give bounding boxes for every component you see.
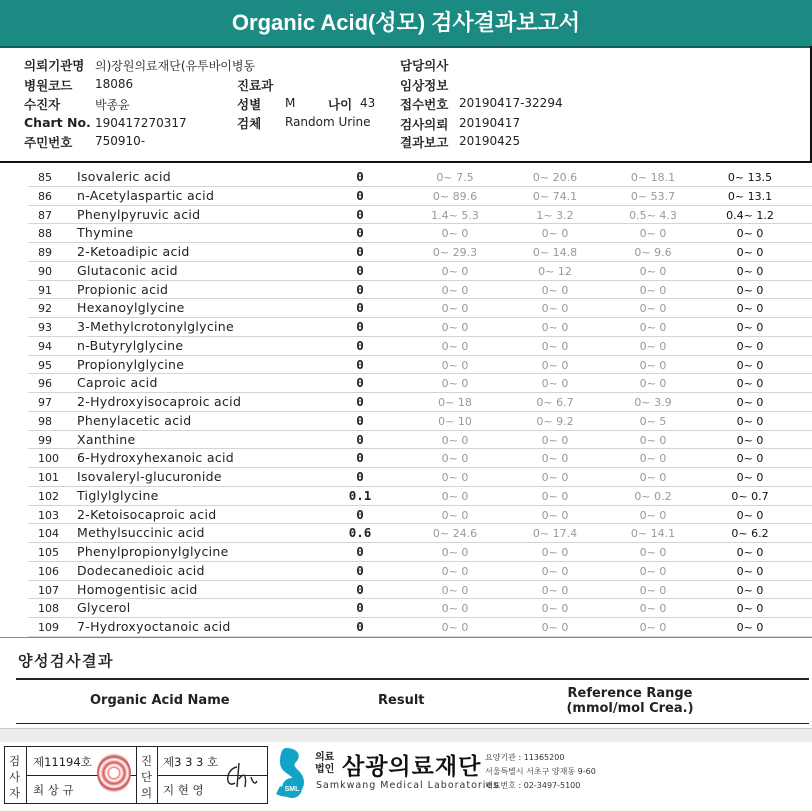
acid-name: 3-Methylcrotonylglycine: [77, 319, 235, 334]
reference-range-3: 0~ 0: [639, 621, 667, 634]
resident-label: 주민번호: [24, 135, 73, 150]
reference-range-2: 0~ 0: [541, 377, 569, 391]
reference-range-2: 0~ 0: [541, 358, 569, 372]
positive-col-range-2: (mmol/mol Crea.): [566, 701, 694, 716]
row-number: 101: [38, 471, 59, 484]
reference-range-4: 0~ 0: [736, 377, 764, 391]
reference-range-3: 0~ 0: [639, 546, 667, 559]
reference-range-2: 0~ 14.8: [532, 246, 578, 259]
table-row: [0, 187, 812, 206]
reference-range-2: 0~ 0: [541, 321, 569, 334]
request-value: 20190417: [459, 116, 521, 130]
logo-text: SML: [284, 786, 300, 793]
row-number: 97: [38, 396, 52, 409]
table-row: [0, 224, 812, 243]
reference-range-3: 0~ 5: [639, 414, 667, 428]
acid-name: Methylsuccinic acid: [77, 525, 205, 541]
manager-label-3: 의: [141, 786, 153, 800]
acid-name: Glutaconic acid: [77, 262, 178, 278]
row-number: 91: [38, 283, 52, 297]
row-number: 85: [38, 171, 52, 184]
reference-range-1: 0~ 0: [441, 564, 469, 578]
sex-label: 성별: [237, 97, 262, 112]
row-number: 107: [38, 583, 59, 597]
table-row: [0, 374, 812, 393]
reference-range-4: 0~ 0: [736, 302, 764, 316]
acid-name: Isovaleryl-glucuronide: [77, 469, 222, 484]
result-value: 0: [356, 375, 364, 391]
reference-range-4: 0~ 0: [736, 283, 764, 297]
hospital-code-label: 병원코드: [24, 78, 73, 93]
reference-range-3: 0~ 0: [639, 583, 667, 597]
acid-name: Caproic acid: [77, 375, 158, 391]
reference-range-3: 0~ 0: [639, 433, 667, 447]
row-number: 95: [38, 358, 52, 372]
result-value: 0: [356, 450, 364, 466]
organization-name-en: Samkwang Medical Laboratories: [316, 780, 500, 791]
reference-range-3: 0~ 53.7: [630, 189, 676, 203]
hospital-code-value: 18086: [95, 77, 134, 91]
inspector-label-1: 검: [9, 754, 21, 768]
reference-range-3: 0~ 0: [639, 302, 667, 316]
result-value: 0: [356, 431, 364, 447]
reference-range-2: 0~ 20.6: [532, 171, 578, 184]
acid-name: 2-Hydroxyisocaproic acid: [77, 394, 242, 409]
clinical-label: 임상정보: [400, 78, 449, 93]
reference-range-4: 0~ 6.2: [731, 527, 769, 541]
result-value: 0: [356, 412, 364, 428]
reference-range-3: 0~ 0: [639, 339, 667, 353]
table-row: [0, 262, 812, 281]
reference-range-4: 0~ 0: [736, 452, 764, 466]
table-row: [0, 599, 812, 618]
row-number: 94: [38, 339, 52, 353]
reference-range-3: 0~ 14.1: [630, 527, 676, 541]
result-value: 0: [356, 356, 364, 372]
result-value: 0.6: [348, 525, 372, 541]
acid-name: Hexanoylglycine: [77, 300, 185, 316]
acid-name: Xanthine: [77, 431, 136, 447]
row-number: 105: [38, 546, 59, 559]
row-number: 89: [38, 246, 52, 259]
reference-range-1: 0~ 0: [441, 227, 469, 241]
reference-range-1: 0~ 0: [441, 452, 469, 466]
result-value: 0: [356, 581, 364, 597]
positive-col-name: Organic Acid Name: [90, 693, 230, 708]
table-row: [0, 449, 812, 468]
reference-range-2: 1~ 3.2: [536, 208, 574, 222]
result-value: 0: [356, 281, 364, 297]
reference-range-4: 0~ 0: [736, 227, 764, 241]
positive-col-range-1: Reference Range: [567, 686, 693, 701]
official-seal-icon: [97, 753, 131, 793]
table-row: [0, 318, 812, 337]
row-number: 102: [38, 489, 59, 503]
reference-range-1: 0~ 0: [441, 602, 469, 616]
reference-range-2: 0~ 0: [541, 546, 569, 559]
chart-label: Chart No.: [24, 115, 91, 130]
row-number: 104: [38, 527, 59, 541]
reference-range-4: 0~ 0: [736, 621, 764, 634]
org-address: 서울특별시 서초구 양재동 9-60: [485, 767, 596, 776]
reference-range-1: 1.4~ 5.3: [431, 208, 479, 222]
table-row: [0, 281, 812, 300]
result-value: 0: [356, 319, 364, 334]
reference-range-1: 0~ 0: [441, 283, 469, 297]
result-value: 0: [356, 619, 364, 634]
row-number: 88: [38, 227, 52, 241]
acid-name: Dodecanedioic acid: [77, 562, 205, 578]
acid-name: Phenylpropionylglycine: [77, 544, 229, 559]
receipt-label: 접수번호: [400, 97, 449, 112]
reference-range-1: 0~ 0: [441, 264, 469, 278]
reference-range-4: 0~ 0: [736, 414, 764, 428]
reference-range-1: 0~ 7.5: [436, 171, 474, 184]
row-number: 87: [38, 208, 52, 222]
table-row: [0, 506, 812, 525]
reference-range-1: 0~ 0: [441, 433, 469, 447]
table-row: [0, 356, 812, 375]
manager-name: 지 현 영: [163, 783, 204, 797]
reference-range-2: 0~ 0: [541, 602, 569, 616]
reference-range-3: 0~ 0: [639, 508, 667, 522]
table-row: [0, 412, 812, 431]
examinee-value: 박종윤: [95, 98, 130, 112]
reference-range-4: 0~ 0: [736, 508, 764, 522]
manager-id: 제3 3 3 호: [163, 755, 219, 769]
reference-range-1: 0~ 0: [441, 321, 469, 334]
result-value: 0: [356, 244, 364, 259]
page-break-band: [0, 728, 812, 742]
manager-label-1: 진: [141, 754, 153, 768]
inspector-id: 제11194호: [33, 755, 92, 769]
reference-range-3: 0~ 0: [639, 377, 667, 391]
specimen-value: Random Urine: [285, 115, 371, 129]
result-value: 0: [356, 506, 364, 522]
inspector-label-3: 자: [9, 786, 21, 800]
row-number: 106: [38, 564, 59, 578]
report-date-value: 20190425: [459, 134, 521, 148]
row-number: 99: [38, 433, 52, 447]
acid-name: 2-Ketoisocaproic acid: [77, 506, 217, 522]
reference-range-1: 0~ 89.6: [432, 189, 478, 203]
reference-range-1: 0~ 29.3: [432, 246, 478, 259]
row-number: 93: [38, 321, 52, 334]
section-divider: [0, 637, 812, 638]
reference-range-2: 0~ 12: [538, 264, 572, 278]
reference-range-4: 0.4~ 1.2: [726, 208, 774, 222]
acid-name: Propionylglycine: [77, 356, 185, 372]
sex-value: M: [285, 96, 296, 110]
org-prefix-1: 의료: [315, 752, 335, 763]
reference-range-3: 0~ 0: [639, 264, 667, 278]
acid-name: Propionic acid: [77, 281, 169, 297]
signature-box: [4, 746, 268, 804]
reference-range-2: 0~ 9.2: [536, 414, 574, 428]
sign-divider-2: [136, 747, 137, 803]
row-number: 96: [38, 377, 52, 391]
reference-range-1: 0~ 0: [441, 302, 469, 316]
acid-name: n-Butyrylglycine: [77, 337, 184, 353]
reference-range-1: 0~ 0: [441, 358, 469, 372]
reference-range-2: 0~ 0: [541, 302, 569, 316]
reference-range-1: 0~ 10: [438, 414, 472, 428]
reference-range-4: 0~ 0: [736, 321, 764, 334]
chart-value: 190417270317: [95, 116, 187, 130]
result-value: 0: [356, 544, 364, 559]
reference-range-2: 0~ 6.7: [536, 396, 574, 409]
reference-range-4: 0~ 0.7: [731, 489, 769, 503]
row-number: 86: [38, 189, 52, 203]
org-prefix-2: 법인: [315, 764, 335, 775]
reference-range-4: 0~ 0: [736, 264, 764, 278]
acid-name: Thymine: [77, 225, 134, 241]
reference-range-1: 0~ 0: [441, 377, 469, 391]
handwritten-signature: [223, 759, 263, 795]
reference-range-3: 0~ 0: [639, 321, 667, 334]
reference-range-3: 0~ 0: [639, 227, 667, 241]
reference-range-3: 0~ 3.9: [634, 396, 672, 409]
reference-range-2: 0~ 0: [541, 227, 569, 241]
reference-range-3: 0.5~ 4.3: [629, 208, 677, 222]
acid-name: n-Acetylaspartic acid: [77, 187, 215, 203]
reference-range-3: 0~ 0: [639, 564, 667, 578]
reference-range-1: 0~ 0: [441, 583, 469, 597]
acid-name: Tiglylglycine: [77, 487, 159, 503]
result-value: 0: [356, 394, 364, 409]
row-number: 98: [38, 414, 52, 428]
reference-range-4: 0~ 0: [736, 471, 764, 484]
dept-label: 진료과: [237, 78, 274, 93]
inspector-name: 최 상 규: [33, 783, 74, 797]
reference-range-4: 0~ 0: [736, 339, 764, 353]
table-row: [0, 431, 812, 450]
reference-range-2: 0~ 0: [541, 508, 569, 522]
reference-range-4: 0~ 0: [736, 546, 764, 559]
table-row: [0, 618, 812, 637]
acid-name: Isovaleric acid: [77, 169, 171, 184]
positive-col-result: Result: [378, 693, 425, 708]
reference-range-4: 0~ 0: [736, 433, 764, 447]
result-value: 0: [356, 187, 364, 203]
reference-range-3: 0~ 9.6: [634, 246, 672, 259]
reference-range-2: 0~ 17.4: [532, 527, 578, 541]
reference-range-2: 0~ 0: [541, 433, 569, 447]
reference-range-4: 0~ 0: [736, 602, 764, 616]
organization-footer: [270, 746, 810, 806]
acid-name: 7-Hydroxyoctanoic acid: [77, 619, 231, 634]
table-row: [0, 468, 812, 487]
row-number: 103: [38, 508, 59, 522]
table-row: [0, 524, 812, 543]
reference-range-2: 0~ 0: [541, 283, 569, 297]
resident-value: 750910-: [95, 134, 146, 148]
org-phone: 대표번호 : 02-3497-5100: [485, 781, 581, 790]
table-row: [0, 393, 812, 412]
reference-range-4: 0~ 13.1: [727, 189, 773, 203]
org-code: 요양기관 : 11365200: [485, 753, 565, 762]
reference-range-1: 0~ 0: [441, 546, 469, 559]
reference-range-1: 0~ 24.6: [432, 527, 478, 541]
table-row: [0, 581, 812, 600]
table-row: [0, 487, 812, 506]
table-row: [0, 243, 812, 262]
acid-name: 6-Hydroxyhexanoic acid: [77, 450, 234, 466]
institution-value: 의)장원의료재단(유투바이병동: [95, 59, 256, 73]
examinee-label: 수진자: [24, 97, 61, 112]
sml-logo-icon: [272, 746, 312, 802]
row-number: 108: [38, 602, 59, 616]
reference-range-2: 0~ 0: [541, 489, 569, 503]
result-value: 0: [356, 225, 364, 241]
reference-range-3: 0~ 0: [639, 283, 667, 297]
table-row: [0, 168, 812, 187]
request-label: 검사의뢰: [400, 117, 449, 132]
reference-range-2: 0~ 0: [541, 621, 569, 634]
result-value: 0: [356, 337, 364, 353]
reference-range-2: 0~ 74.1: [532, 189, 578, 203]
row-number: 92: [38, 302, 52, 316]
row-number: 109: [38, 621, 59, 634]
reference-range-2: 0~ 0: [541, 564, 569, 578]
result-value: 0: [356, 600, 364, 616]
table-row: [0, 206, 812, 225]
acid-name: Phenylacetic acid: [77, 412, 192, 428]
reference-range-4: 0~ 0: [736, 396, 764, 409]
age-label: 나이: [328, 97, 353, 112]
result-value: 0: [356, 169, 364, 184]
positive-results-title: 양성검사결과: [18, 652, 114, 670]
reference-range-2: 0~ 0: [541, 452, 569, 466]
acid-name: 2-Ketoadipic acid: [77, 244, 190, 259]
row-number: 100: [38, 452, 59, 466]
report-title: Organic Acid(성모) 검사결과보고서: [0, 0, 812, 46]
result-value: 0: [356, 562, 364, 578]
reference-range-4: 0~ 0: [736, 358, 764, 372]
reference-range-3: 0~ 0: [639, 602, 667, 616]
reference-range-4: 0~ 13.5: [727, 171, 773, 184]
result-value: 0.1: [348, 487, 372, 503]
table-row: [0, 299, 812, 318]
reference-range-3: 0~ 0.2: [634, 489, 672, 503]
patient-info-border: [0, 161, 812, 163]
result-value: 0: [356, 206, 364, 222]
reference-range-1: 0~ 0: [441, 508, 469, 522]
organization-name: 삼광의료재단: [342, 754, 482, 780]
table-row: [0, 562, 812, 581]
reference-range-1: 0~ 18: [438, 396, 472, 409]
report-date-label: 결과보고: [400, 135, 449, 150]
result-value: 0: [356, 469, 364, 484]
table-row: [0, 543, 812, 562]
reference-range-1: 0~ 0: [441, 621, 469, 634]
institution-label: 의뢰기관명: [24, 58, 85, 73]
reference-range-1: 0~ 0: [441, 489, 469, 503]
reference-range-3: 0~ 0: [639, 358, 667, 372]
patient-info: [0, 48, 812, 162]
positive-table-top-rule: [16, 678, 809, 680]
row-number: 90: [38, 264, 52, 278]
positive-table-header-rule: [16, 723, 809, 724]
reference-range-4: 0~ 0: [736, 564, 764, 578]
result-value: 0: [356, 300, 364, 316]
reference-range-4: 0~ 0: [736, 246, 764, 259]
age-value: 43: [360, 96, 376, 110]
result-value: 0: [356, 262, 364, 278]
acid-name: Phenylpyruvic acid: [77, 206, 201, 222]
reference-range-2: 0~ 0: [541, 471, 569, 484]
reference-range-3: 0~ 0: [639, 452, 667, 466]
doctor-label: 담당의사: [400, 58, 449, 73]
reference-range-1: 0~ 0: [441, 471, 469, 484]
acid-name: Glycerol: [77, 600, 131, 616]
receipt-value: 20190417-32294: [459, 96, 563, 110]
inspector-label-2: 사: [9, 770, 21, 784]
specimen-label: 검체: [237, 116, 262, 131]
acid-name: Homogentisic acid: [77, 581, 198, 597]
reference-range-4: 0~ 0: [736, 583, 764, 597]
reference-range-2: 0~ 0: [541, 339, 569, 353]
manager-label-2: 단: [141, 770, 153, 784]
table-row: [0, 337, 812, 356]
reference-range-3: 0~ 18.1: [630, 171, 676, 184]
reference-range-1: 0~ 0: [441, 339, 469, 353]
reference-range-2: 0~ 0: [541, 583, 569, 597]
reference-range-3: 0~ 0: [639, 471, 667, 484]
